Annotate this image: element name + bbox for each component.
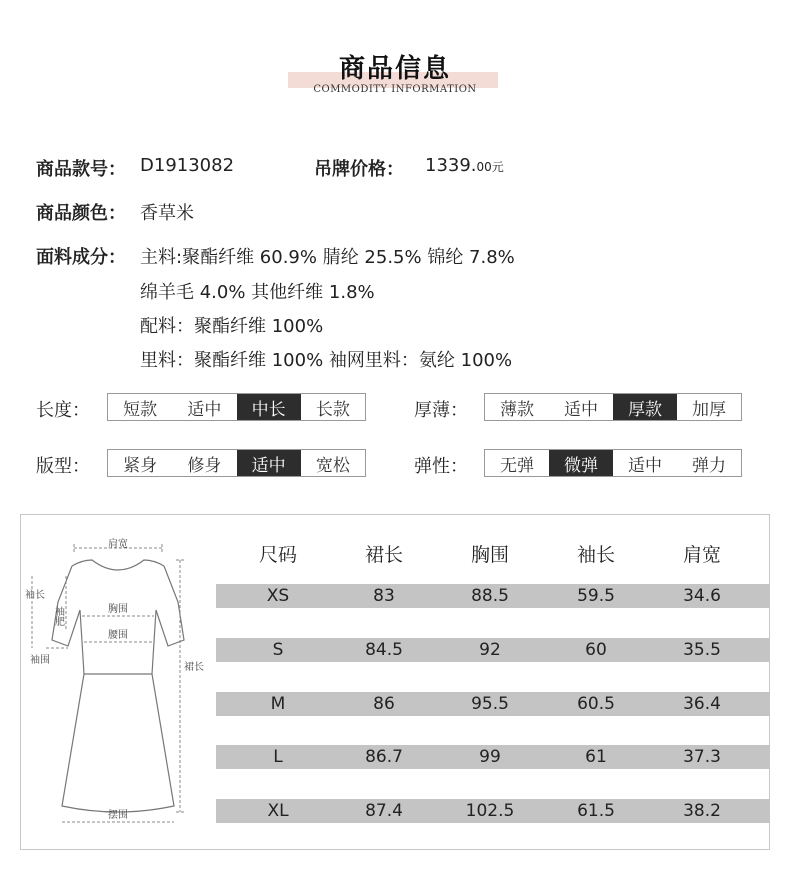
- elasticity-option[interactable]: 微弹: [549, 450, 613, 476]
- cell-size: L: [273, 747, 283, 767]
- fit-option[interactable]: 适中: [237, 450, 301, 476]
- fit-options: [107, 449, 366, 477]
- table-row: [216, 745, 770, 769]
- fabric-line-2: 绵羊毛 4.0% 其他纤维 1.8%: [140, 282, 375, 303]
- thickness-option[interactable]: 薄款: [500, 399, 534, 420]
- measurement-guides: [32, 544, 184, 822]
- tag-price-value: [425, 155, 504, 176]
- cell-shoulder: 35.5: [683, 640, 721, 660]
- style-number-value: D1913082: [140, 155, 235, 176]
- header-dress-length: 裙长: [364, 544, 403, 566]
- dress-outline: [52, 560, 184, 812]
- cell-shoulder: 34.6: [683, 586, 721, 606]
- table-row: [216, 638, 770, 662]
- elasticity-option[interactable]: 无弹: [500, 455, 534, 476]
- cell-sleeve: 61: [585, 747, 607, 767]
- cell-shoulder: 38.2: [683, 801, 721, 821]
- fit-label: 版型：: [36, 456, 90, 477]
- elasticity-label: 弹性：: [414, 456, 468, 477]
- length-label: 长度：: [36, 400, 90, 421]
- cell-chest: 88.5: [471, 586, 509, 606]
- style-number-label: 商品款号：: [36, 159, 126, 180]
- header-chest: 胸围: [470, 544, 509, 566]
- cell-shoulder: 37.3: [683, 747, 721, 767]
- length-option[interactable]: 中长: [237, 394, 301, 420]
- length-option[interactable]: 短款: [123, 399, 158, 420]
- cell-sleeve: 60.5: [577, 694, 615, 714]
- cell-dress-length: 86.7: [365, 747, 403, 767]
- diagram-label-armhole: 袖肥: [52, 606, 64, 626]
- fabric-line-1: 主料:聚酯纤维 60.9% 腈纶 25.5% 锦纶 7.8%: [140, 247, 515, 268]
- diagram-label-cuff: 袖围: [30, 655, 50, 666]
- diagram-label-hem: 摆围: [108, 810, 128, 821]
- cell-dress-length: 86: [373, 694, 395, 714]
- length-options: [107, 393, 366, 421]
- thickness-options: [484, 393, 742, 421]
- fabric-line-3: 配料：聚酯纤维 100%: [140, 316, 324, 337]
- fabric-label: 面料成分：: [36, 247, 126, 268]
- cell-sleeve: 59.5: [577, 586, 615, 606]
- diagram-label-chest: 胸围: [108, 604, 128, 615]
- elasticity-option[interactable]: 弹力: [692, 455, 726, 476]
- cell-dress-length: 87.4: [365, 801, 403, 821]
- cell-size: XS: [266, 586, 290, 606]
- fit-option[interactable]: 修身: [187, 455, 222, 476]
- cell-sleeve: 60: [585, 640, 607, 660]
- header-shoulder: 肩宽: [682, 544, 721, 566]
- fit-option[interactable]: 宽松: [315, 455, 350, 476]
- color-label: 商品颜色：: [36, 203, 126, 224]
- thickness-option[interactable]: 加厚: [692, 399, 726, 420]
- cell-size: XL: [267, 801, 289, 821]
- length-option[interactable]: 长款: [315, 399, 350, 420]
- thickness-label: 厚薄：: [414, 400, 468, 421]
- elasticity-options: [484, 449, 742, 477]
- table-row: [216, 799, 770, 823]
- header-sleeve: 袖长: [576, 544, 615, 566]
- thickness-option[interactable]: 适中: [564, 399, 598, 420]
- page-title: 商品信息: [338, 54, 451, 84]
- table-row: [216, 584, 770, 608]
- fit-option[interactable]: 紧身: [123, 455, 158, 476]
- table-row: [216, 692, 770, 716]
- elasticity-option[interactable]: 适中: [628, 455, 662, 476]
- cell-dress-length: 83: [373, 586, 395, 606]
- dress-measurement-diagram: [22, 530, 214, 840]
- cell-chest: 92: [479, 640, 501, 660]
- fabric-line-4: 里料：聚酯纤维 100% 袖网里料：氨纶 100%: [140, 350, 513, 371]
- cell-chest: 95.5: [471, 694, 509, 714]
- tag-price-label: 吊牌价格：: [314, 159, 404, 180]
- diagram-label-sleeve-length: 袖长: [25, 590, 45, 601]
- cell-shoulder: 36.4: [683, 694, 721, 714]
- diagram-label-shoulder: 肩宽: [108, 539, 128, 550]
- thickness-option[interactable]: 厚款: [613, 394, 677, 420]
- cell-size: M: [270, 694, 286, 714]
- cell-chest: 102.5: [465, 801, 515, 821]
- diagram-label-dress-length: 裙长: [184, 662, 204, 673]
- color-value: 香草米: [140, 203, 194, 224]
- cell-sleeve: 61.5: [577, 801, 615, 821]
- page-subtitle: COMMODITY INFORMATION: [313, 84, 477, 95]
- cell-chest: 99: [479, 747, 501, 767]
- size-table-header: [216, 538, 770, 568]
- diagram-label-waist: 腰围: [108, 630, 128, 641]
- cell-size: S: [272, 640, 284, 660]
- tag-price-cents: 00元: [476, 160, 504, 174]
- cell-dress-length: 84.5: [365, 640, 403, 660]
- header-size: 尺码: [258, 544, 297, 566]
- tag-price-main: 1339.: [425, 155, 477, 176]
- length-option[interactable]: 适中: [187, 399, 222, 420]
